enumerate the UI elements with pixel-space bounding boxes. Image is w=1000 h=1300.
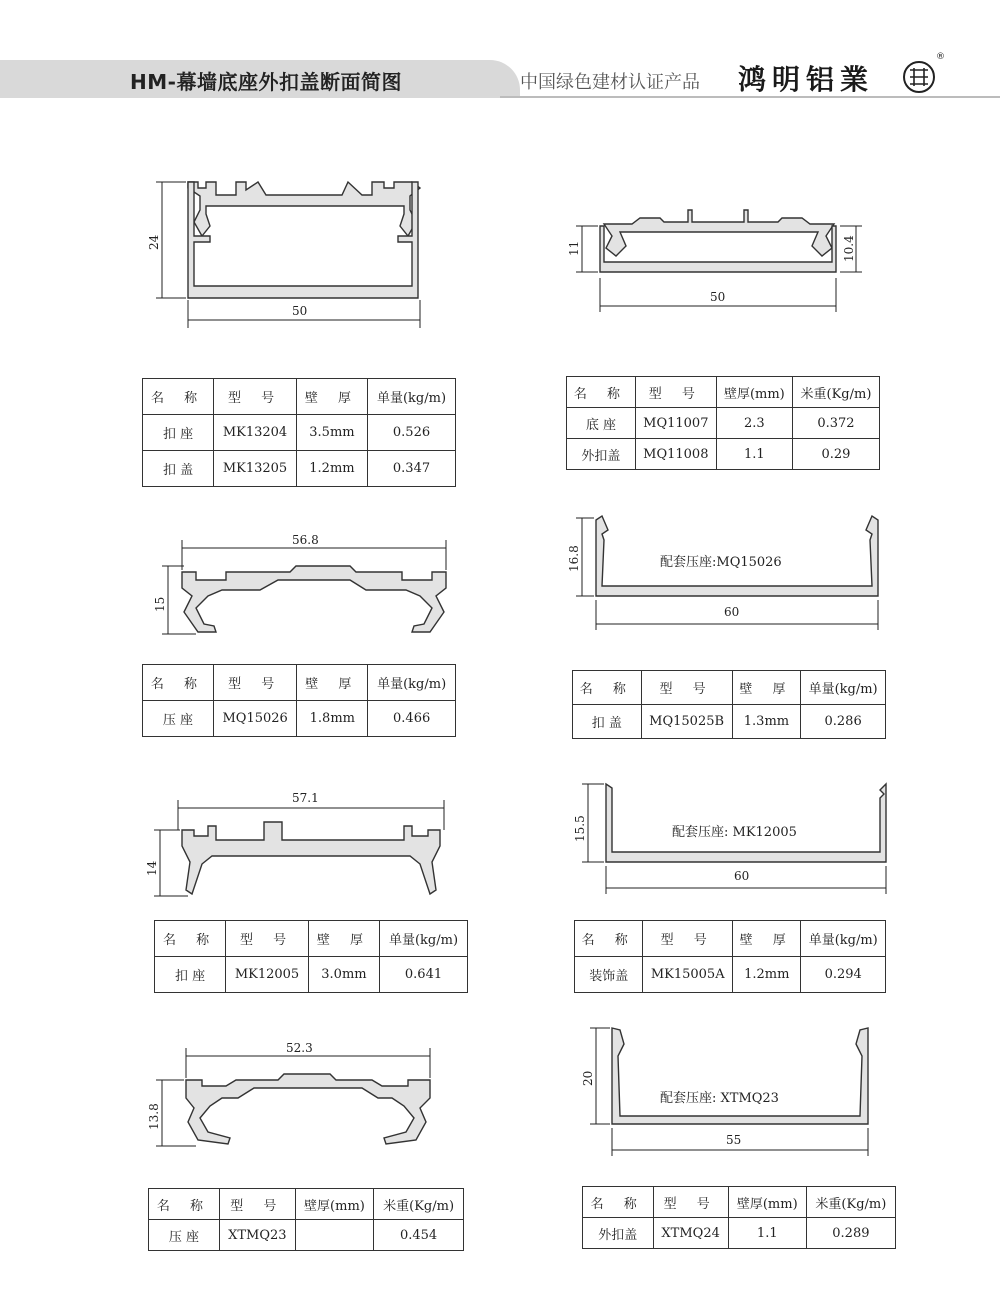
profile-xtmq24-drawing xyxy=(612,1028,868,1124)
fitting-note: 配套压座:MQ15026 xyxy=(660,555,782,570)
table-cell: 0.289 xyxy=(806,1218,895,1249)
table-header: 名 称 xyxy=(583,1187,654,1218)
dim-width: 52.3 xyxy=(286,1041,313,1055)
dim-height: 24 xyxy=(147,234,161,250)
spec-table-mk12005 xyxy=(154,920,468,993)
table-header: 型 号 xyxy=(643,921,733,957)
table-row xyxy=(583,1218,896,1249)
profile-mk15005a-drawing xyxy=(606,784,886,862)
table-row xyxy=(155,957,468,993)
table-row xyxy=(149,1220,464,1251)
table-cell: MQ11008 xyxy=(635,439,716,470)
table-header: 壁厚(mm) xyxy=(716,377,792,408)
spec-table-xtmq23 xyxy=(148,1188,464,1251)
profile-mq15026-drawing xyxy=(182,566,446,632)
table-cell: 0.454 xyxy=(374,1220,464,1251)
dim-height-right: 10.4 xyxy=(842,235,856,262)
table-cell: 0.526 xyxy=(368,415,456,451)
certification-text: 中国绿色建材认证产品 xyxy=(520,72,700,93)
table-cell: 压 座 xyxy=(149,1220,220,1251)
table-cell: 1.2mm xyxy=(733,957,801,993)
table-header: 型 号 xyxy=(213,665,296,701)
fitting-note: 配套压座: XTMQ23 xyxy=(660,1091,779,1106)
table-cell: XTMQ23 xyxy=(219,1220,295,1251)
table-cell: MK15005A xyxy=(643,957,733,993)
table-header: 单量(kg/m) xyxy=(368,379,456,415)
table-cell: MK13204 xyxy=(214,415,297,451)
dim-width: 50 xyxy=(710,290,726,304)
dim-height: 20 xyxy=(581,1070,595,1086)
table-header: 米重(Kg/m) xyxy=(374,1189,464,1220)
table-header: 型 号 xyxy=(641,671,732,705)
table-cell: MQ15026 xyxy=(213,701,296,737)
dim-height: 13.8 xyxy=(147,1103,161,1130)
table-row xyxy=(143,415,456,451)
table-cell: 0.641 xyxy=(380,957,468,993)
table-header: 米重(Kg/m) xyxy=(806,1187,895,1218)
table-row xyxy=(143,451,456,487)
table-header: 型 号 xyxy=(214,379,297,415)
table-cell: MQ15025B xyxy=(641,705,732,739)
table-cell: 0.286 xyxy=(801,705,886,739)
profile-mk13204-drawing xyxy=(188,182,420,298)
table-cell: 底 座 xyxy=(567,408,636,439)
dim-width: 55 xyxy=(726,1133,742,1147)
spec-table-xtmq24 xyxy=(582,1186,896,1249)
table-cell: 压 座 xyxy=(143,701,214,737)
table-cell: 1.2mm xyxy=(296,451,367,487)
table-cell: 0.294 xyxy=(801,957,886,993)
dim-height-left: 11 xyxy=(567,240,581,256)
dim-width: 60 xyxy=(734,869,750,883)
table-cell: 0.29 xyxy=(792,439,879,470)
table-header: 名 称 xyxy=(567,377,636,408)
table-row xyxy=(575,957,886,993)
table-header: 名 称 xyxy=(143,379,214,415)
dim-width: 56.8 xyxy=(292,533,319,547)
table-header: 单量(kg/m) xyxy=(380,921,468,957)
profile-mk12005-drawing xyxy=(182,822,440,894)
table-row xyxy=(567,408,880,439)
profile-4-dimensions xyxy=(567,518,878,630)
table-cell: MQ11007 xyxy=(635,408,716,439)
spec-table-mk13204 xyxy=(142,378,456,487)
table-header: 壁 厚 xyxy=(296,379,367,415)
table-cell: MK12005 xyxy=(226,957,309,993)
table-cell: 扣 盖 xyxy=(573,705,642,739)
table-header: 名 称 xyxy=(149,1189,220,1220)
table-header: 单量(kg/m) xyxy=(801,671,886,705)
table-cell: 扣 盖 xyxy=(143,451,214,487)
table-header: 单量(kg/m) xyxy=(801,921,886,957)
table-header: 壁厚(mm) xyxy=(728,1187,806,1218)
table-header: 型 号 xyxy=(219,1189,295,1220)
table-cell: 扣 座 xyxy=(143,415,214,451)
table-header: 壁 厚 xyxy=(308,921,379,957)
table-cell: 0.372 xyxy=(792,408,879,439)
dim-width: 50 xyxy=(292,304,308,318)
table-cell: 外扣盖 xyxy=(567,439,636,470)
table-header: 名 称 xyxy=(155,921,226,957)
table-cell: 2.3 xyxy=(716,408,792,439)
table-header: 型 号 xyxy=(226,921,309,957)
table-cell: 0.347 xyxy=(368,451,456,487)
dim-width: 57.1 xyxy=(292,791,319,805)
spec-table-mq15026 xyxy=(142,664,456,737)
table-cell: 1.1 xyxy=(728,1218,806,1249)
table-cell: 外扣盖 xyxy=(583,1218,654,1249)
dim-height: 15 xyxy=(153,596,167,612)
table-cell: 1.3mm xyxy=(732,705,801,739)
table-header: 单量(kg/m) xyxy=(368,665,456,701)
table-cell: MK13205 xyxy=(214,451,297,487)
table-header: 壁 厚 xyxy=(297,665,368,701)
table-row xyxy=(573,705,886,739)
table-header: 壁厚(mm) xyxy=(295,1189,373,1220)
spec-table-mq11007 xyxy=(566,376,880,470)
profile-mq11007-drawing xyxy=(600,210,836,272)
table-header: 名 称 xyxy=(143,665,214,701)
dim-height: 14 xyxy=(145,860,159,876)
table-cell xyxy=(295,1220,373,1251)
table-cell: 3.5mm xyxy=(296,415,367,451)
profile-xtmq23-drawing xyxy=(186,1074,430,1144)
fitting-note: 配套压座: MK12005 xyxy=(672,825,797,840)
table-header: 名 称 xyxy=(573,671,642,705)
table-cell: 1.1 xyxy=(716,439,792,470)
dim-height: 16.8 xyxy=(567,545,581,572)
spec-table-mk15005a xyxy=(574,920,886,993)
spec-table-mq15025b xyxy=(572,670,886,739)
table-row xyxy=(143,701,456,737)
table-cell: 0.466 xyxy=(368,701,456,737)
table-header: 壁 厚 xyxy=(732,671,801,705)
table-cell: 扣 座 xyxy=(155,957,226,993)
table-header: 型 号 xyxy=(635,377,716,408)
table-row xyxy=(567,439,880,470)
table-cell: 装饰盖 xyxy=(575,957,643,993)
table-header: 壁 厚 xyxy=(733,921,801,957)
table-cell: XTMQ24 xyxy=(653,1218,728,1249)
table-header: 米重(Kg/m) xyxy=(792,377,879,408)
dim-height: 15.5 xyxy=(573,815,587,842)
brand-logo: 鸿明铝業 xyxy=(738,63,875,96)
table-header: 名 称 xyxy=(575,921,643,957)
registered-mark: ® xyxy=(936,52,945,62)
table-cell: 1.8mm xyxy=(297,701,368,737)
dim-width: 60 xyxy=(724,605,740,619)
table-header: 型 号 xyxy=(653,1187,728,1218)
page-title: HM-幕墙底座外扣盖断面简图 xyxy=(130,70,402,94)
table-cell: 3.0mm xyxy=(308,957,379,993)
